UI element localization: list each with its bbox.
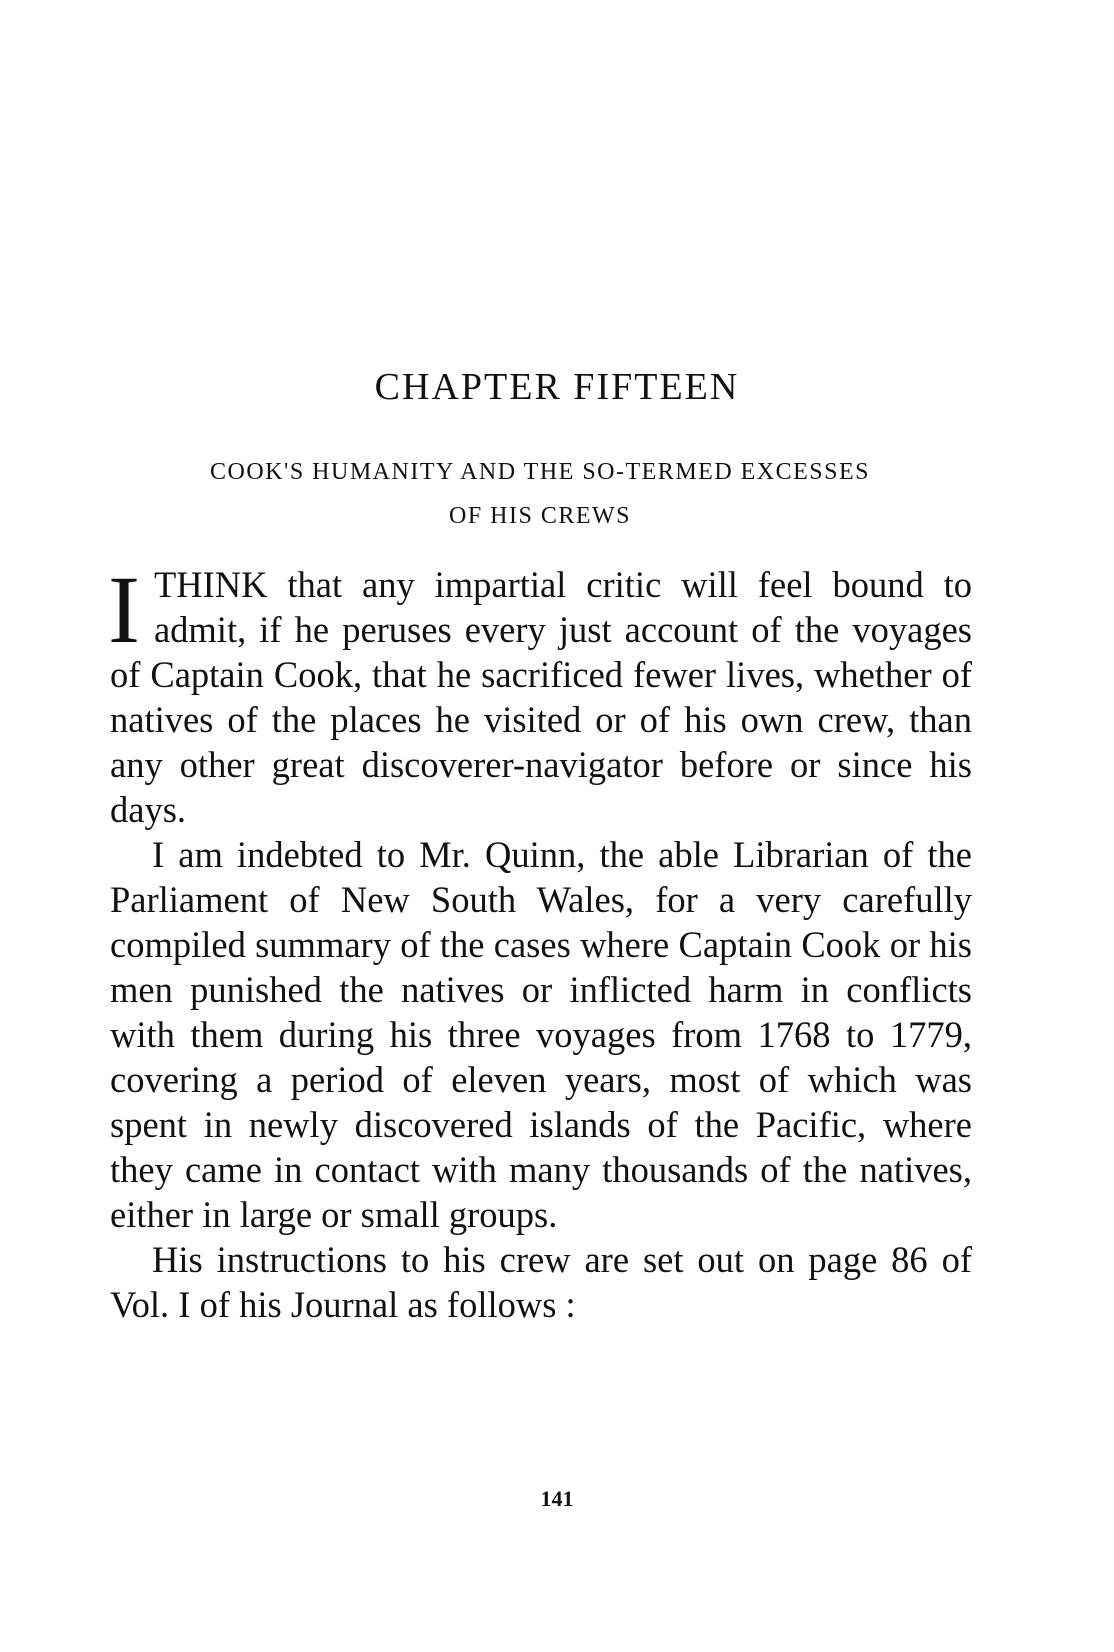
drop-cap: I [108,556,140,663]
chapter-subtitle-line-2: OF HIS CREWS [448,503,632,529]
paragraph-3: His instructions to his crew are set out on page 86 of Vol. I of his Journal as follows : [110,1239,972,1325]
page-number: 141 [540,1486,574,1511]
paragraph-1 [108,556,972,832]
body-text [108,556,972,1327]
chapter-subtitle [110,450,970,538]
chapter-subtitle-line-1: COOK'S HUMANITY AND THE SO-TERMED EXCESSES [209,459,871,485]
paragraph-2: I am indebted to Mr. Quinn, the able Librarian of the Parliament of New South Wales, for a very carefully compiled summary of the cases where Captain Cook or his men punished the natives or inflicted harm in conflicts with them during his three voyages from 1768 to 1779, covering a period of eleven years, most of which was spent in newly discovered islands of the Pacific, where they came in contact with many thousands of the natives, either in large or small groups. [110,834,972,1235]
paragraph-1-text: THINK that any impartial critic will feel bound to admit, if he peruses every just account of the voyages of Captain Cook, that he sacrificed fewer lives, whether of natives of the places he visited or of his own crew, than any other great discoverer-navigator before or since his days. [110,564,972,830]
chapter-title: CHAPTER FIFTEEN [374,366,740,408]
